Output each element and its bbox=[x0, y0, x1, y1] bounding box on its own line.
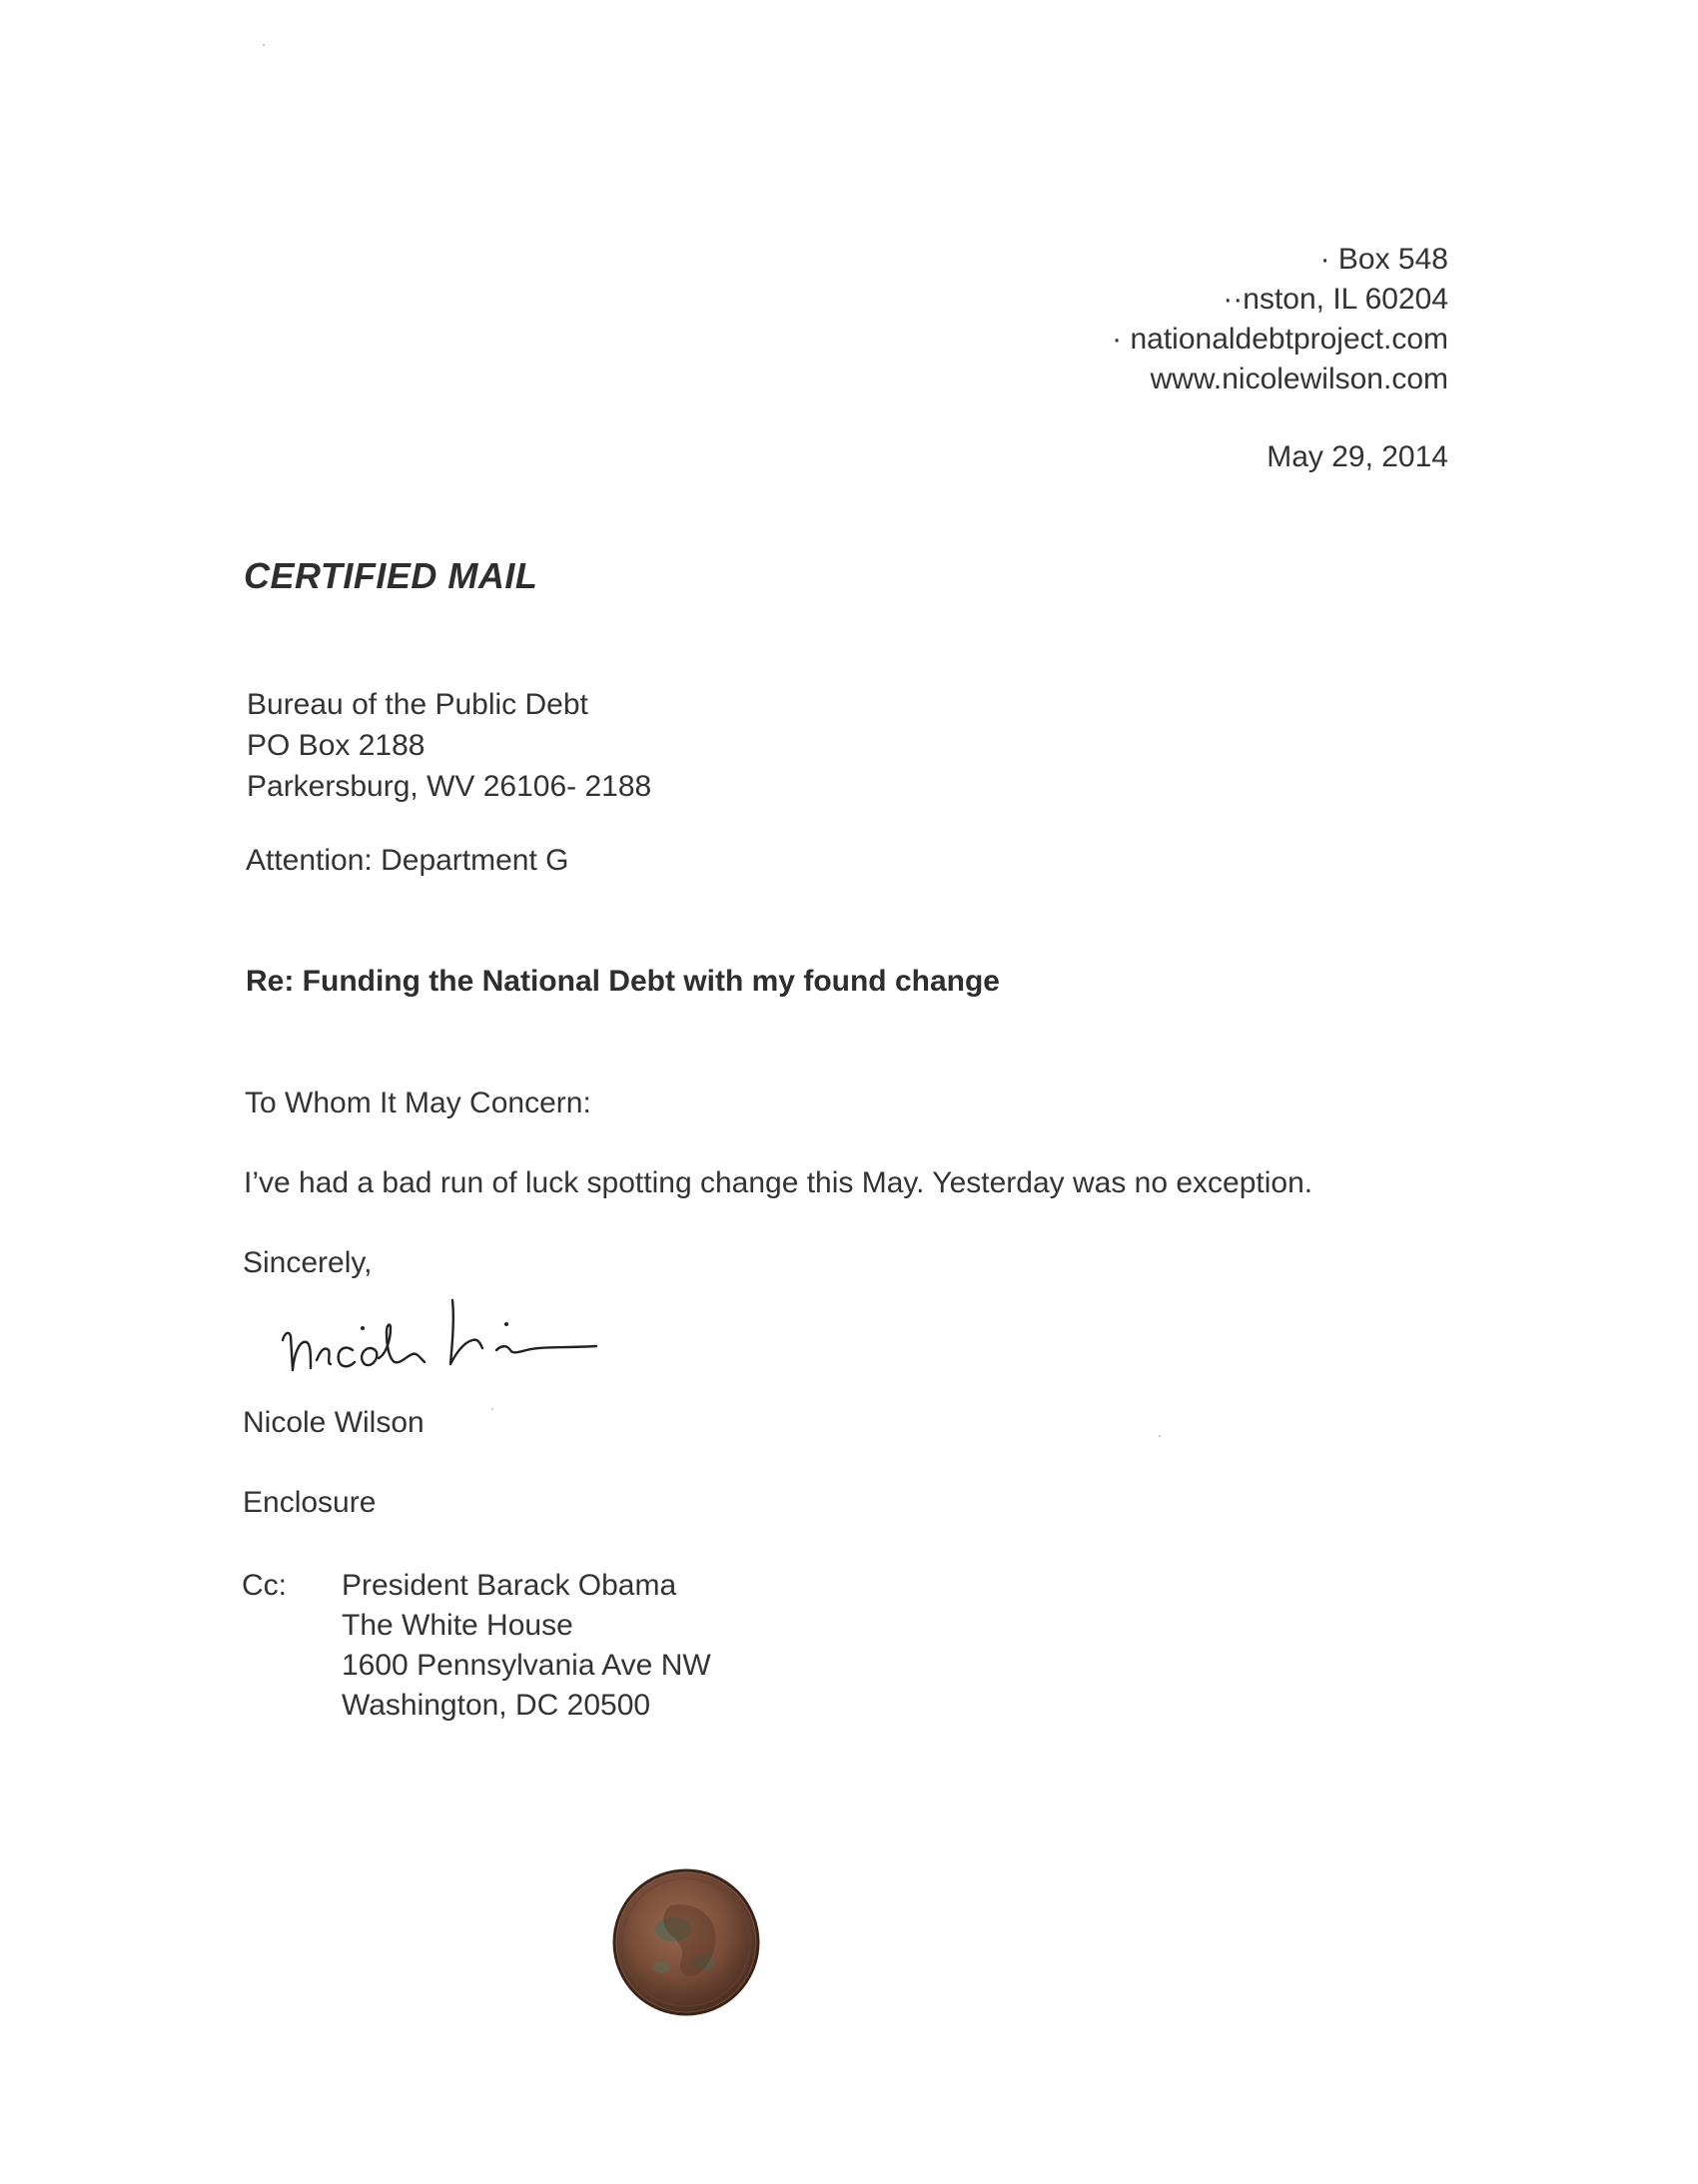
scan-speck bbox=[1159, 1435, 1161, 1437]
cc-organization: The White House bbox=[342, 1609, 573, 1642]
handwritten-signature bbox=[275, 1278, 654, 1388]
scan-speck bbox=[491, 1408, 493, 1410]
enclosure-notation: Enclosure bbox=[243, 1486, 377, 1519]
cc-street: 1600 Pennsylvania Ave NW bbox=[342, 1649, 711, 1682]
scan-speck bbox=[263, 44, 265, 46]
subject-line: Re: Funding the National Debt with my found change bbox=[246, 965, 1000, 998]
sender-address-block bbox=[1112, 240, 1448, 399]
recipient-po-box: PO Box 2188 bbox=[247, 729, 425, 762]
closing: Sincerely, bbox=[243, 1246, 373, 1279]
sender-po-box: · Box 548 bbox=[1319, 243, 1448, 276]
certified-mail-heading: CERTIFIED MAIL bbox=[244, 555, 538, 596]
letter-body: I’ve had a bad run of luck spotting change this May. Yesterday was no exception. bbox=[244, 1166, 1313, 1199]
cc-city-state-zip: Washington, DC 20500 bbox=[342, 1689, 651, 1722]
cc-label: Cc: bbox=[242, 1569, 287, 1602]
salutation: To Whom It May Concern: bbox=[245, 1087, 591, 1119]
recipient-city-state-zip: Parkersburg, WV 26106- 2188 bbox=[247, 770, 652, 803]
sender-website-personal: www.nicolewilson.com bbox=[1150, 363, 1448, 395]
cc-address bbox=[342, 1566, 711, 1726]
sender-website-project: · nationaldebtproject.com bbox=[1112, 323, 1448, 356]
recipient-name: Bureau of the Public Debt bbox=[247, 688, 588, 721]
cc-name: President Barack Obama bbox=[342, 1569, 677, 1602]
penny-coin-image bbox=[611, 1867, 761, 2017]
sender-city-state-zip: ··nston, IL 60204 bbox=[1223, 283, 1448, 316]
letter-date: May 29, 2014 bbox=[1267, 440, 1448, 473]
recipient-address-block bbox=[247, 684, 651, 807]
signer-name: Nicole Wilson bbox=[243, 1406, 424, 1439]
attention-line: Attention: Department G bbox=[246, 844, 569, 877]
